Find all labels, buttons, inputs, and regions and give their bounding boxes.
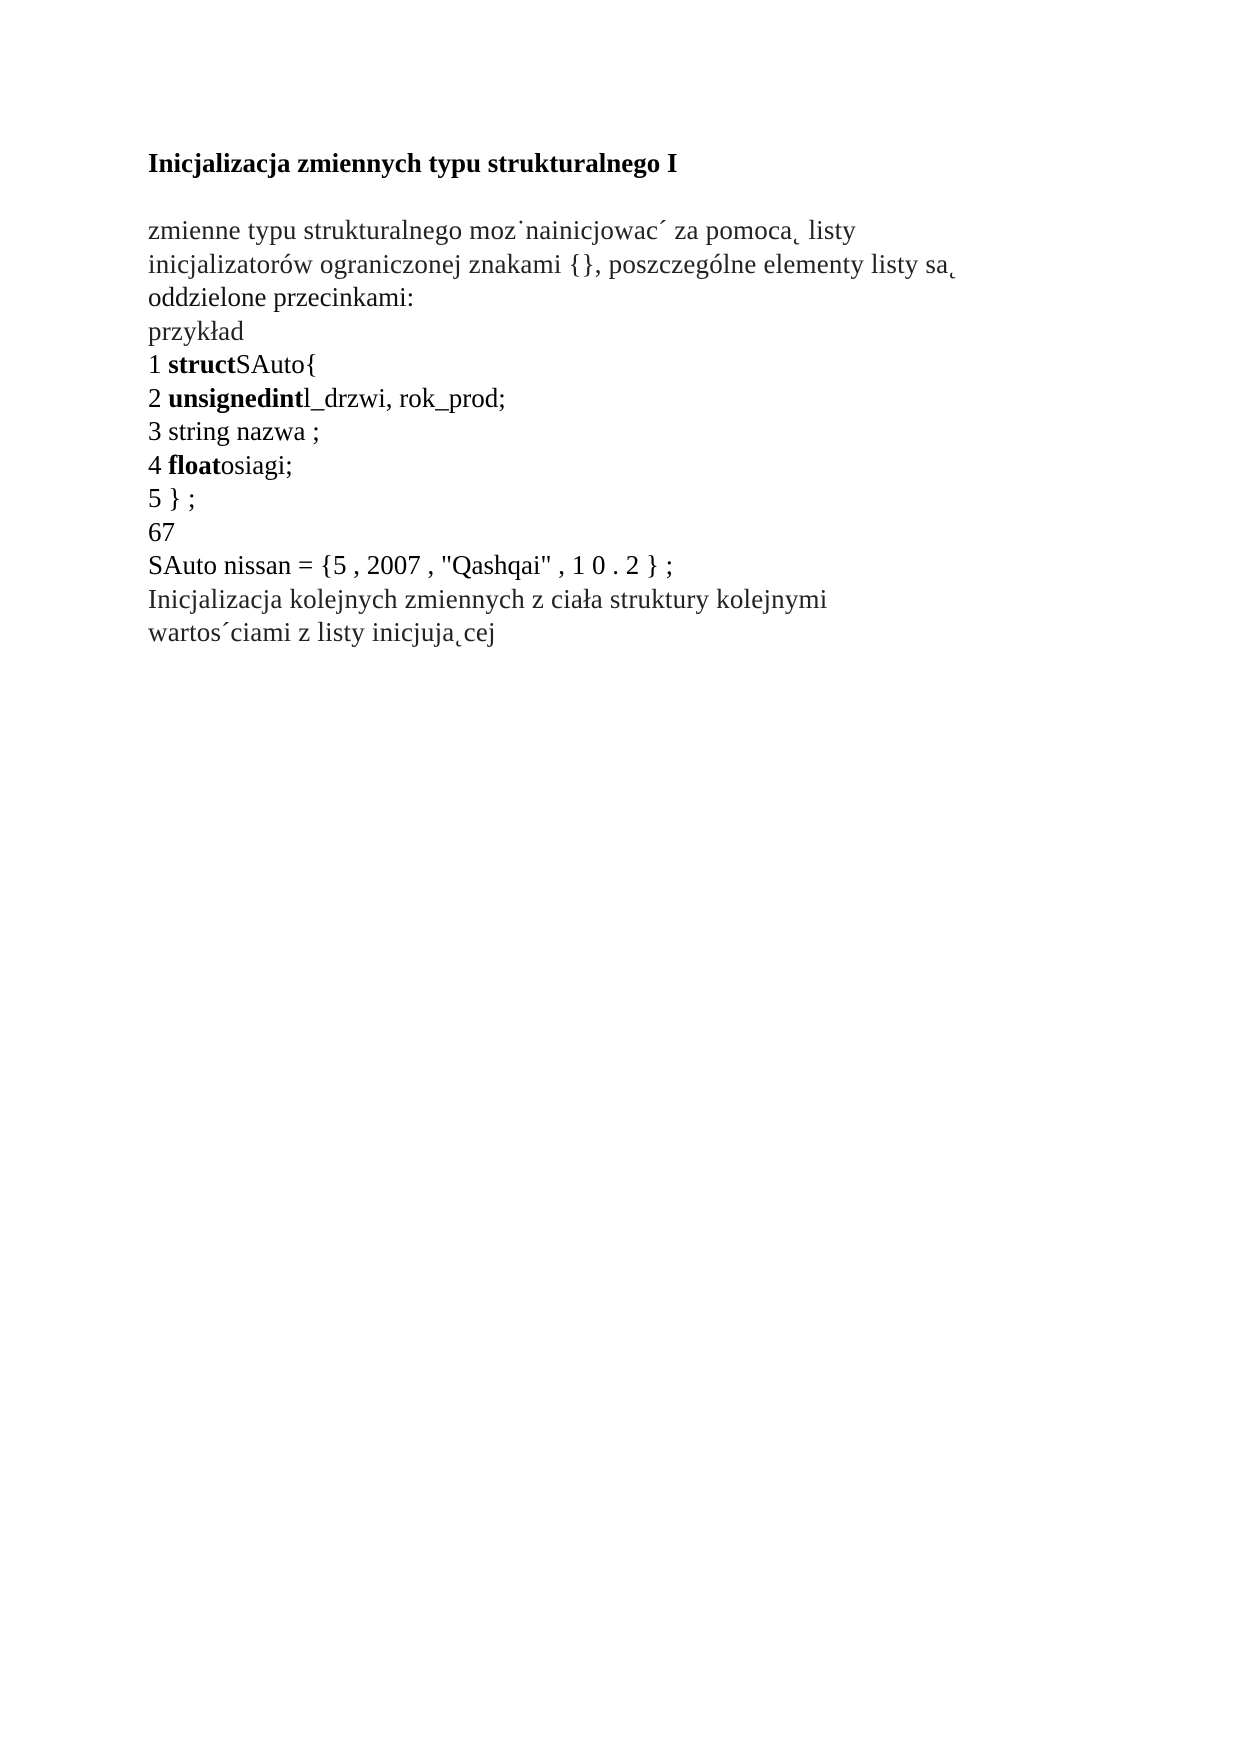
code-line-number: 1 xyxy=(148,349,169,379)
code-line-rest: osiagi; xyxy=(220,449,293,480)
code-line-5: 5 } ; xyxy=(148,483,196,513)
code-line-4 xyxy=(148,449,1148,483)
code-line-1 xyxy=(148,348,1148,382)
code-keyword-struct: struct xyxy=(168,349,236,379)
code-line-2 xyxy=(148,382,1148,416)
code-line-number: 2 xyxy=(148,382,169,413)
code-keyword-unsignedint: unsignedint xyxy=(168,382,304,413)
paragraph-line-1: zmienne typu strukturalnego moz˙nainicjowac´ za pomoca˛ listy xyxy=(148,215,856,245)
paragraph-line-2: inicjalizatorów ograniczonej znakami {}, poszczególne elementy listy sa˛ xyxy=(148,248,958,279)
code-line-rest: l_drzwi, rok_prod; xyxy=(303,382,506,413)
code-line-3: 3 string nazwa ; xyxy=(148,416,320,446)
closing-line-2: wartos´ciami z listy inicjuja˛cej xyxy=(148,617,496,647)
document-body xyxy=(148,214,1148,650)
code-init-line: SAuto nissan = {5 , 2007 , "Qashqai" , 1 0 . 2 } ; xyxy=(148,550,674,580)
paragraph-line-3: oddzielone przecinkami: xyxy=(148,282,415,312)
closing-line-1: Inicjalizacja kolejnych zmiennych z ciała struktury kolejnymi xyxy=(148,583,828,614)
code-line-67: 67 xyxy=(148,516,175,547)
example-label: przykład xyxy=(148,315,245,346)
code-line-number: 4 xyxy=(148,449,169,480)
page-title: Inicjalizacja zmiennych typu strukturalnego I xyxy=(148,148,678,178)
code-line-rest: SAuto{ xyxy=(235,349,318,379)
code-keyword-float: float xyxy=(168,449,221,480)
